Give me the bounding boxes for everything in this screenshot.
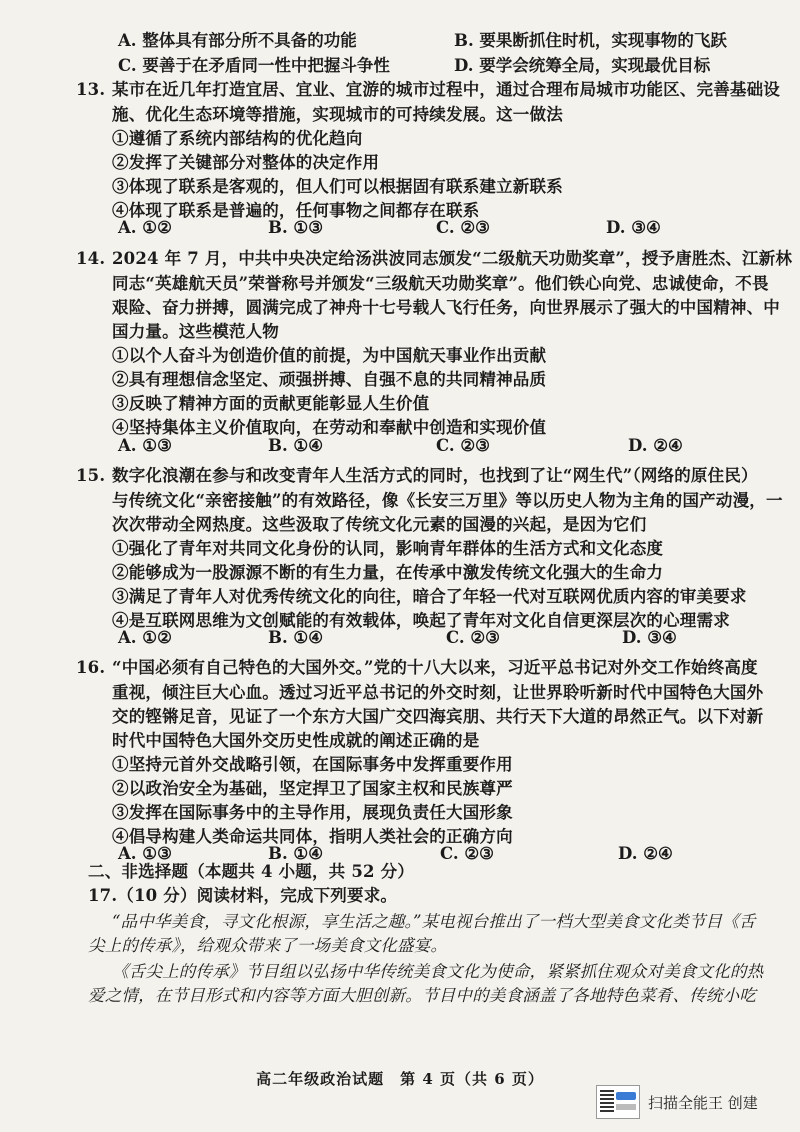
q14-stem-line3: 艰险、奋力拼搏，圆满完成了神舟十七号载人飞行任务，向世界展示了强大的中国精神、中	[112, 298, 780, 317]
q15-number: 15.	[76, 466, 106, 485]
q16-statement-2: ②以政治安全为基础，坚定捍卫了国家主权和民族尊严	[112, 779, 513, 798]
q16-stem-line1	[76, 656, 758, 680]
prev-question-options-row1	[118, 27, 752, 51]
q17-heading: 17.（10 分）阅读材料，完成下列要求。	[88, 886, 398, 905]
q15-option-b: B. ①④	[268, 628, 324, 647]
q14-stem-line2: 同志“英雄航天员”荣誉称号并颁发“三级航天功勋奖章”。他们铁心向党、忠诚使命，不畏	[112, 274, 769, 293]
q13-statement-4: ④体现了联系是普遍的，任何事物之间都存在联系	[112, 201, 480, 220]
q16-option-c: C. ②③	[440, 844, 494, 863]
q16-number: 16.	[76, 658, 106, 677]
q16-option-b: B. ①④	[268, 844, 324, 863]
page-footer: 高二年级政治试题 第 4 页（共 6 页）	[256, 1070, 544, 1088]
q14-stem-line4: 国力量。这些模范人物	[112, 322, 279, 341]
q16-statement-1: ①坚持元首外交战略引领，在国际事务中发挥重要作用	[112, 755, 513, 774]
q16-option-d: D. ②④	[618, 844, 673, 863]
q15-option-d: D. ③④	[622, 628, 677, 647]
q14-option-c: C. ②③	[436, 436, 490, 455]
q16-stem-text1: “中国必须有自己特色的大国外交。”党的十八大以来，习近平总书记对外交工作始终高度	[112, 658, 758, 677]
q16-stem-line4: 时代中国特色大国外交历史性成就的阐述正确的是	[112, 731, 480, 750]
q15-stem-line3: 次次带动全网热度。这些汲取了传统文化元素的国漫的兴起，是因为它们	[112, 515, 647, 534]
q14-option-d: D. ②④	[628, 436, 683, 455]
q16-statement-3: ③发挥在国际事务中的主导作用，展现负责任大国形象	[112, 803, 513, 822]
q15-option-c: C. ②③	[446, 628, 500, 647]
q16-stem-line3: 交的铿锵足音，见证了一个东方大国广交四海宾朋、共行天下大道的昂然正气。以下对新	[112, 707, 764, 726]
q15-statement-1: ①强化了青年对共同文化身份的认同，影响青年群体的生活方式和文化态度	[112, 539, 664, 558]
q15-option-a: A. ①②	[118, 628, 172, 647]
q13-stem-text1: 某市在近几年打造宜居、宜业、宜游的城市过程中，通过合理布局城市功能区、完善基础设	[112, 80, 780, 99]
scanner-watermark	[596, 1085, 792, 1119]
q14-statement-2: ②具有理想信念坚定、顽强拼搏、自强不息的共同精神品质	[112, 370, 547, 389]
q14-stem-text1: 2024 年 7 月，中共中央决定给汤洪波同志颁发“二级航天功勋奖章”，授予唐胜杰、江新林	[112, 249, 793, 268]
q14-stem-line1	[76, 247, 793, 271]
option-a: A. 整体具有部分所不具备的功能	[118, 31, 357, 50]
q17-material-line3: 《舌尖上的传承》节目组以弘扬中华传统美食文化为使命，紧紧抓住观众对美食文化的热	[112, 962, 764, 981]
q16-stem-line2: 重视，倾注巨大心血。透过习近平总书记的外交时刻，让世界聆听新时代中国特色大国外	[112, 683, 764, 702]
q17-material-line1: “品中华美食，寻文化根源，享生活之趣。”某电视台推出了一档大型美食文化类节目《舌	[112, 912, 756, 931]
q13-statement-1: ①遵循了系统内部结构的优化趋向	[112, 129, 363, 148]
q14-option-a: A. ①③	[118, 436, 172, 455]
q13-option-a: A. ①②	[118, 218, 172, 237]
section-heading: 二、非选择题（本题共 4 小题，共 52 分）	[88, 862, 415, 881]
q13-stem-line1	[76, 78, 780, 102]
q16-statement-4: ④倡导构建人类命运共同体，指明人类社会的正确方向	[112, 827, 513, 846]
option-d: D. 要学会统筹全局，实现最优目标	[454, 56, 711, 75]
q13-number: 13.	[76, 80, 106, 99]
q16-option-a: A. ①③	[118, 844, 172, 863]
q15-stem-text1: 数字化浪潮在参与和改变青年人生活方式的同时，也找到了让“网生代”（网络的原住民）	[112, 466, 758, 485]
q13-option-c: C. ②③	[436, 218, 490, 237]
q15-statement-2: ②能够成为一股源源不断的有生力量，在传承中激发传统文化强大的生命力	[112, 563, 664, 582]
q14-statement-4: ④坚持集体主义价值取向，在劳动和奉献中创造和实现价值	[112, 418, 547, 437]
watermark-text: 扫描全能王 创建	[648, 1093, 758, 1112]
q17-material-line2: 尖上的传承》，给观众带来了一场美食文化盛宴。	[88, 936, 448, 955]
prev-question-options-row2	[118, 52, 752, 76]
q14-statement-3: ③反映了精神方面的贡献更能彰显人生价值	[112, 394, 430, 413]
option-b: B. 要果断抓住时机，实现事物的飞跃	[454, 31, 727, 50]
option-c: C. 要善于在矛盾同一性中把握斗争性	[118, 56, 390, 75]
q13-statement-2: ②发挥了关键部分对整体的决定作用	[112, 153, 380, 172]
q15-statement-4: ④是互联网思维为文创赋能的有效载体，唤起了青年对文化自信更深层次的心理需求	[112, 611, 730, 630]
q13-stem-line2: 施、优化生态环境等措施，实现城市的可持续发展。这一做法	[112, 105, 563, 124]
q15-stem-line1	[76, 464, 758, 488]
q17-material-line4: 爱之情，在节目形式和内容等方面大胆创新。节目中的美食涵盖了各地特色菜肴、传统小吃	[88, 986, 756, 1005]
q15-statement-3: ③满足了青年人对优秀传统文化的向往，暗合了年轻一代对互联网优质内容的审美要求	[112, 587, 747, 606]
q13-option-d: D. ③④	[606, 218, 661, 237]
q15-stem-line2: 与传统文化“亲密接触”的有效路径，像《长安三万里》等以历史人物为主角的国产动漫，一	[112, 491, 783, 510]
scanner-logo-icon	[596, 1085, 640, 1119]
q14-statement-1: ①以个人奋斗为创造价值的前提，为中国航天事业作出贡献	[112, 346, 547, 365]
q14-option-b: B. ①④	[268, 436, 324, 455]
q13-statement-3: ③体现了联系是客观的，但人们可以根据固有联系建立新联系	[112, 177, 563, 196]
q13-option-b: B. ①③	[268, 218, 324, 237]
q14-number: 14.	[76, 249, 106, 268]
